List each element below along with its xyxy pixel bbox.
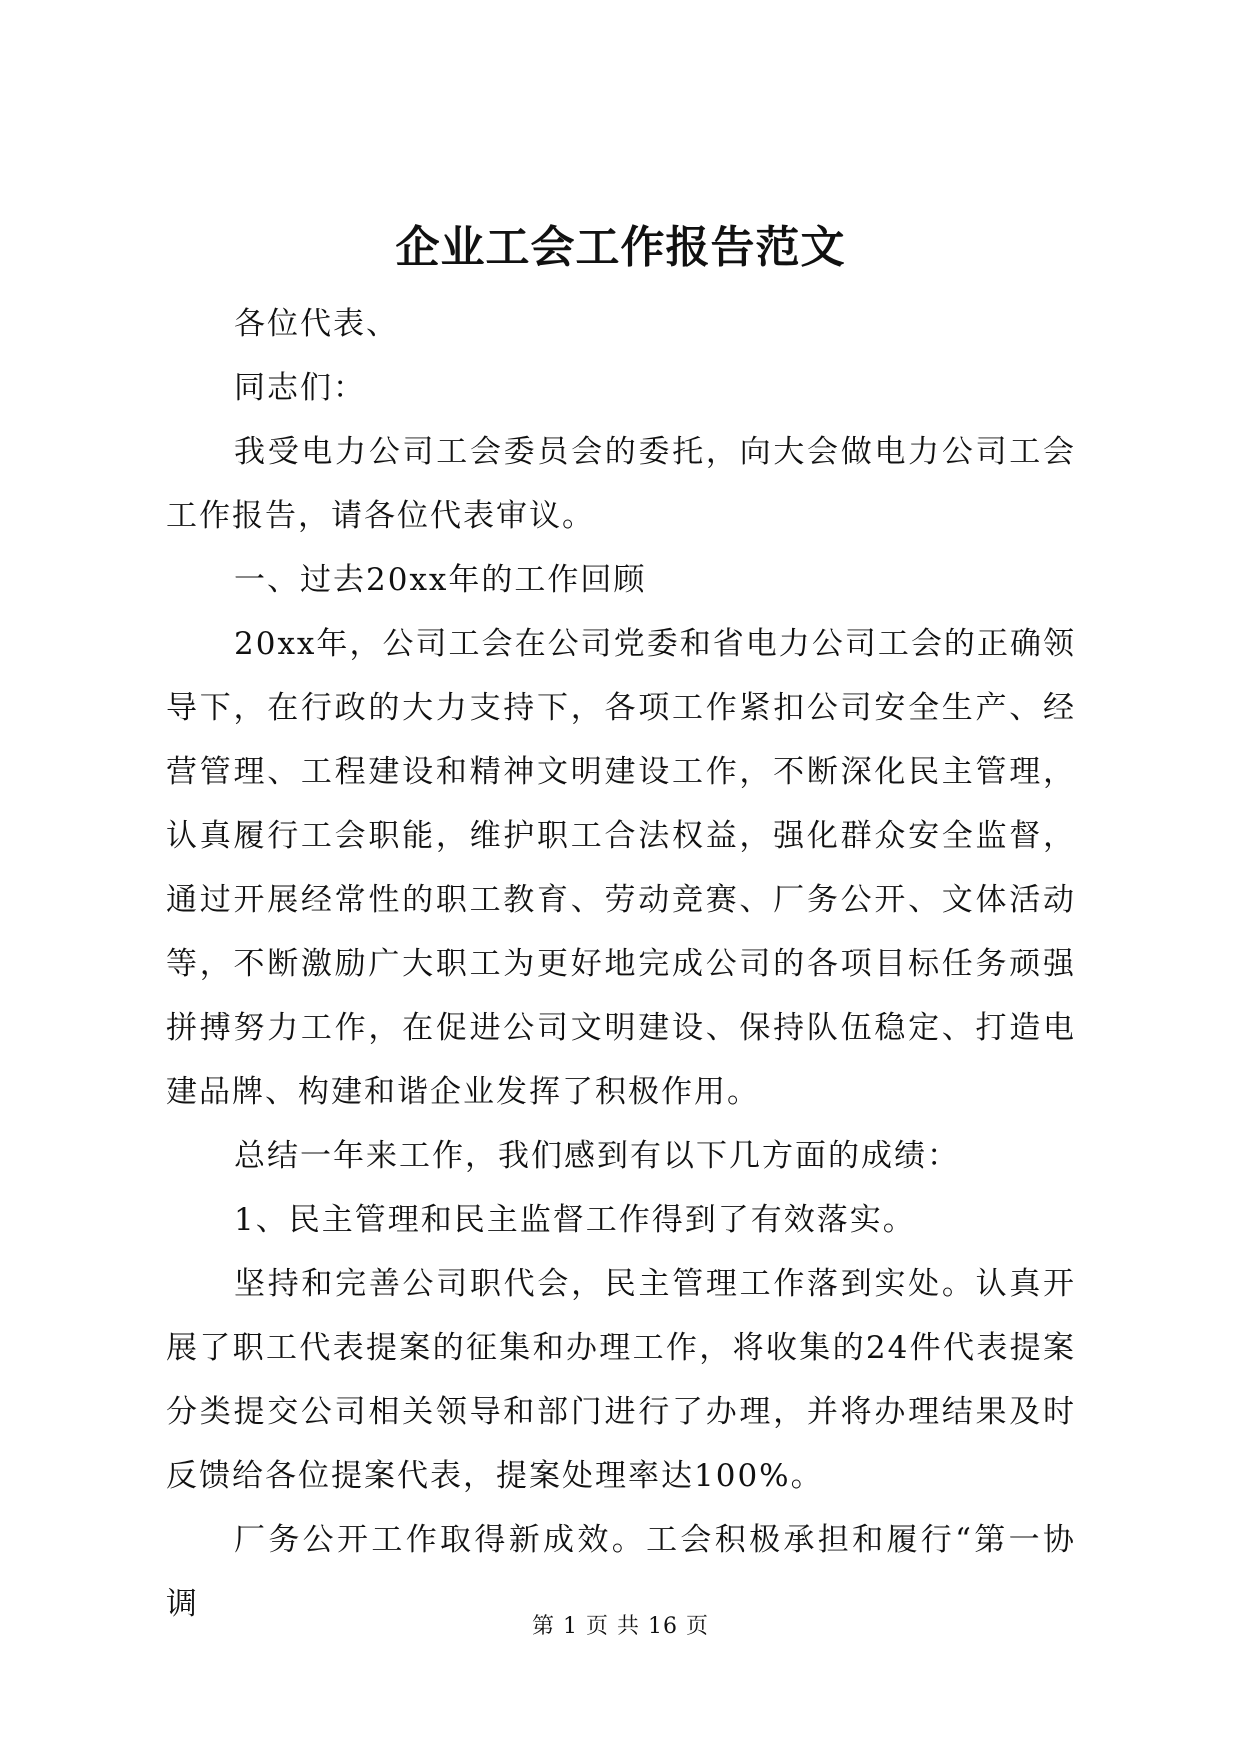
subheading-democratic-management: 1、民主管理和民主监督工作得到了有效落实。 — [234, 1202, 916, 1238]
document-body — [166, 292, 1076, 1636]
paragraph-summary: 总结一年来工作，我们感到有以下几方面的成绩： — [234, 1138, 960, 1174]
paragraph-salutation-1: 各位代表、 — [234, 306, 399, 342]
paragraph-intro: 我受电力公司工会委员会的委托，向大会做电力公司工会工作报告，请各位代表审议。 — [166, 434, 1076, 534]
section-heading-review: 一、过去20xx年的工作回顾 — [234, 562, 647, 598]
page-footer: 第 1 页 共 16 页 — [532, 1614, 709, 1639]
paragraph-salutation-2: 同志们： — [234, 370, 366, 406]
paragraph-factory-affairs: 厂务公开工作取得新成效。工会积极承担和履行“第一协调 — [166, 1522, 1076, 1622]
document-title: 企业工会工作报告范文 — [395, 222, 846, 273]
paragraph-proposals: 坚持和完善公司职代会，民主管理工作落到实处。认真开展了职工代表提案的征集和办理工作，将收集的24件代表提案分类提交公司相关领导和部门进行了办理，并将办理结果及时反馈给各位提案代表，提案处理率达100%。 — [166, 1266, 1076, 1494]
paragraph-review: 20xx年，公司工会在公司党委和省电力公司工会的正确领导下，在行政的大力支持下，各项工作紧扣公司安全生产、经营管理、工程建设和精神文明建设工作，不断深化民主管理，认真履行工会职能，维护职工合法权益，强化群众安全监督，通过开展经常性的职工教育、劳动竞赛、厂务公开、文体活动等，不断激励广大职工为更好地完成公司的各项目标任务顽强拼搏努力工作，在促进公司文明建设、保持队伍稳定、打造电建品牌、构建和谐企业发挥了积极作用。 — [166, 626, 1076, 1110]
